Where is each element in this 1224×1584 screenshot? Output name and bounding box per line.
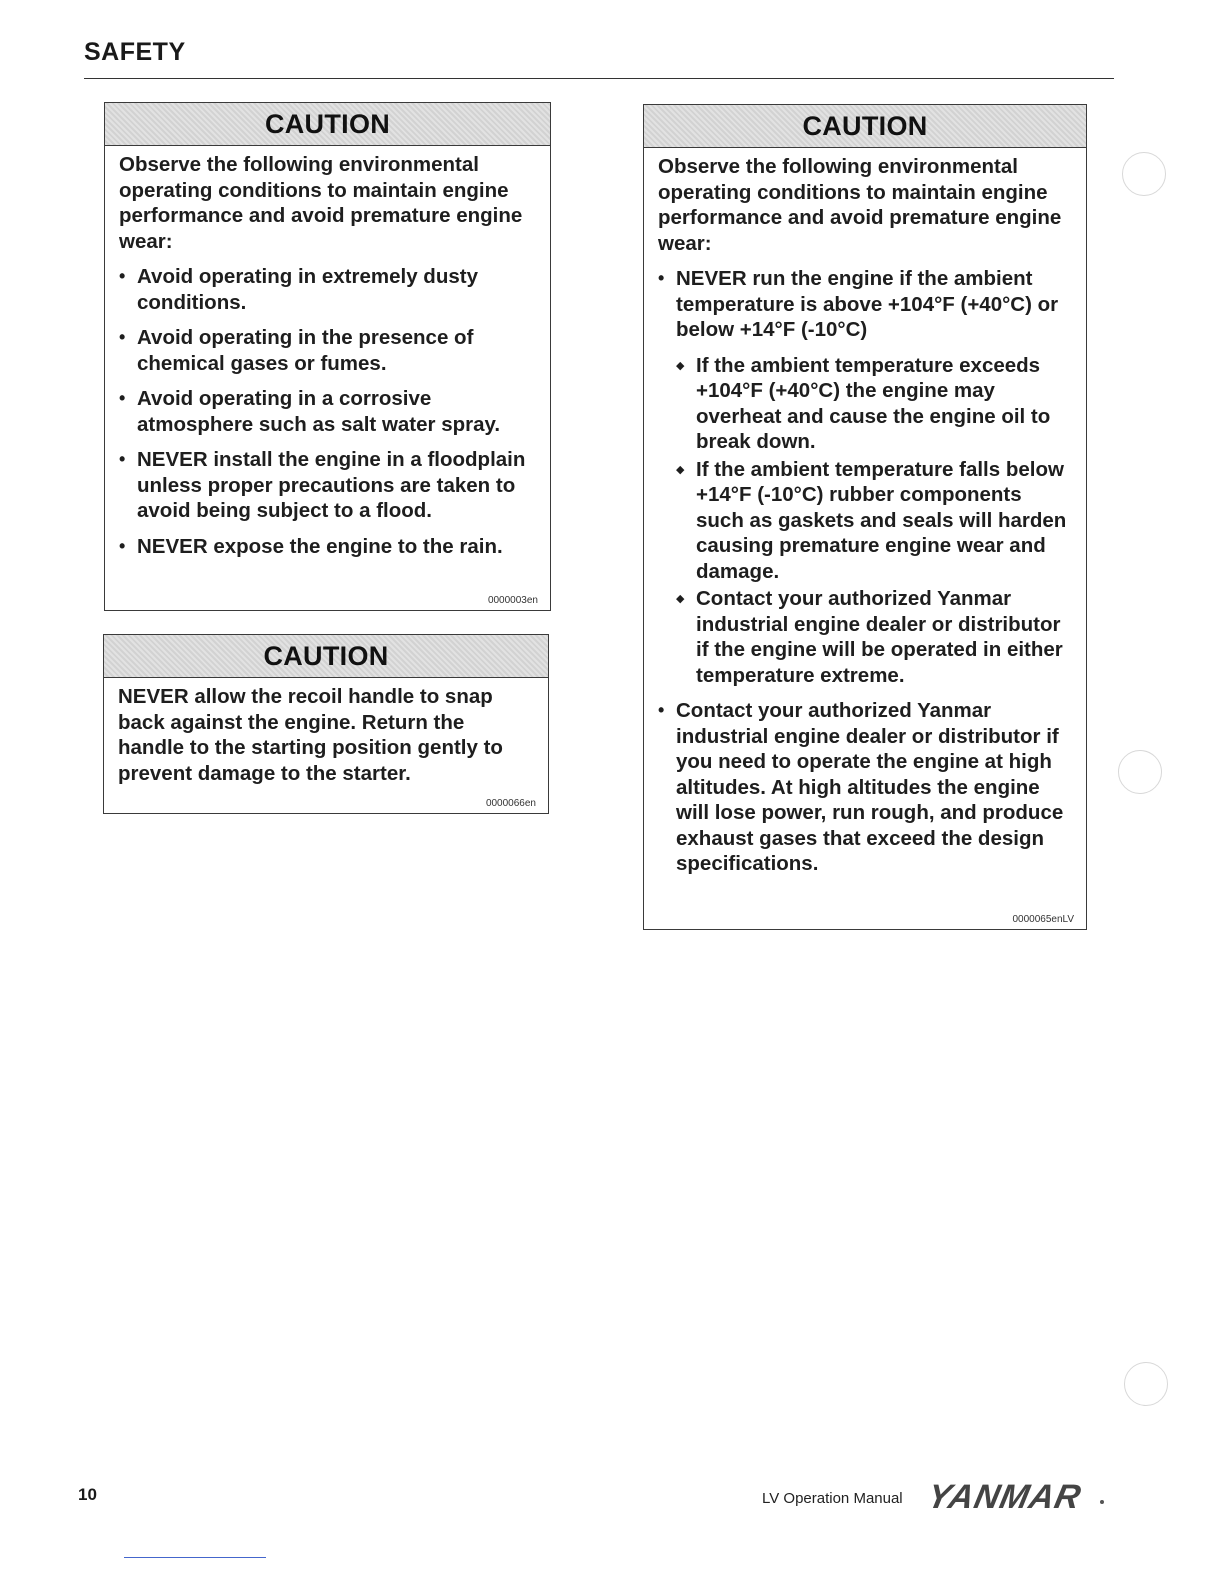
caution-bullet-list: [658, 266, 1072, 877]
caution-text: NEVER allow the recoil handle to snap back against the engine. Return the handle to the starting position gently to prevent damage to the starter.: [118, 685, 503, 785]
section-title: SAFETY: [84, 38, 186, 66]
sub-list-item: ◆ If the ambient temperature exceeds +104°F (+40°C) the engine may overheat and cause the engine oil to break down.: [676, 353, 1072, 455]
binder-hole-top: [1122, 152, 1166, 196]
caution-box-recoil-handle: [103, 634, 549, 814]
list-item-text: NEVER run the engine if the ambient temperature is above +104°F (+40°C) or below +14°F (-10°C): [676, 267, 1059, 341]
list-item: • NEVER install the engine in a floodplain unless proper precautions are taken to avoid being subject to a flood.: [119, 447, 536, 524]
caution-body: [104, 678, 548, 786]
caution-heading: CAUTION: [263, 640, 389, 671]
sub-bullet-list: [676, 353, 1072, 689]
header-rule: [84, 78, 1114, 79]
caution-code: 0000065enLV: [1012, 914, 1074, 925]
page-number: 10: [78, 1485, 97, 1504]
list-item: • NEVER expose the engine to the rain.: [119, 534, 536, 560]
list-item: • Avoid operating in a corrosive atmosphere such as salt water spray.: [119, 386, 536, 437]
list-item: • Avoid operating in the presence of chemical gases or fumes.: [119, 325, 536, 376]
binder-hole-middle: [1118, 750, 1162, 794]
caution-code: 0000003en: [487, 595, 538, 606]
caution-heading: CAUTION: [802, 110, 928, 141]
caution-body: [644, 148, 1086, 877]
caution-code: 0000066en: [485, 798, 536, 809]
bottom-line: [124, 1557, 266, 1558]
caution-header: [105, 103, 550, 146]
caution-header: [644, 105, 1086, 148]
caution-bullet-list: [119, 264, 536, 559]
caution-intro: Observe the following environmental operating conditions to maintain engine performance and avoid premature engine wear:: [119, 153, 523, 253]
binder-hole-bottom: [1124, 1362, 1168, 1406]
caution-intro: Observe the following environmental operating conditions to maintain engine performance and avoid premature engine wear:: [658, 155, 1062, 255]
sub-list-item: ◆ If the ambient temperature falls below +14°F (-10°C) rubber components such as gaskets and seals will harden causing premature engine wear and damage.: [676, 457, 1072, 585]
list-item: • Avoid operating in extremely dusty conditions.: [119, 264, 536, 315]
sub-list-item: ◆ Contact your authorized Yanmar industrial engine dealer or distributor if the engine will be operated in either temperature extreme.: [676, 586, 1072, 688]
caution-box-environmental-right: [643, 104, 1087, 930]
logo-mark: [1100, 1500, 1104, 1504]
brand-logo: YANMAR: [924, 1478, 1085, 1516]
caution-header: [104, 635, 548, 678]
list-item: • Contact your authorized Yanmar industrial engine dealer or distributor if you need to operate the engine at high altitudes. At high altitudes the engine will lose power, run rough, and produce exhaust gases that exceed the design specifications.: [658, 698, 1072, 877]
caution-body: [105, 146, 550, 559]
caution-heading: CAUTION: [264, 108, 391, 139]
list-item: [658, 266, 1072, 688]
caution-box-environmental-left: [104, 102, 551, 611]
manual-title: LV Operation Manual: [762, 1490, 903, 1507]
